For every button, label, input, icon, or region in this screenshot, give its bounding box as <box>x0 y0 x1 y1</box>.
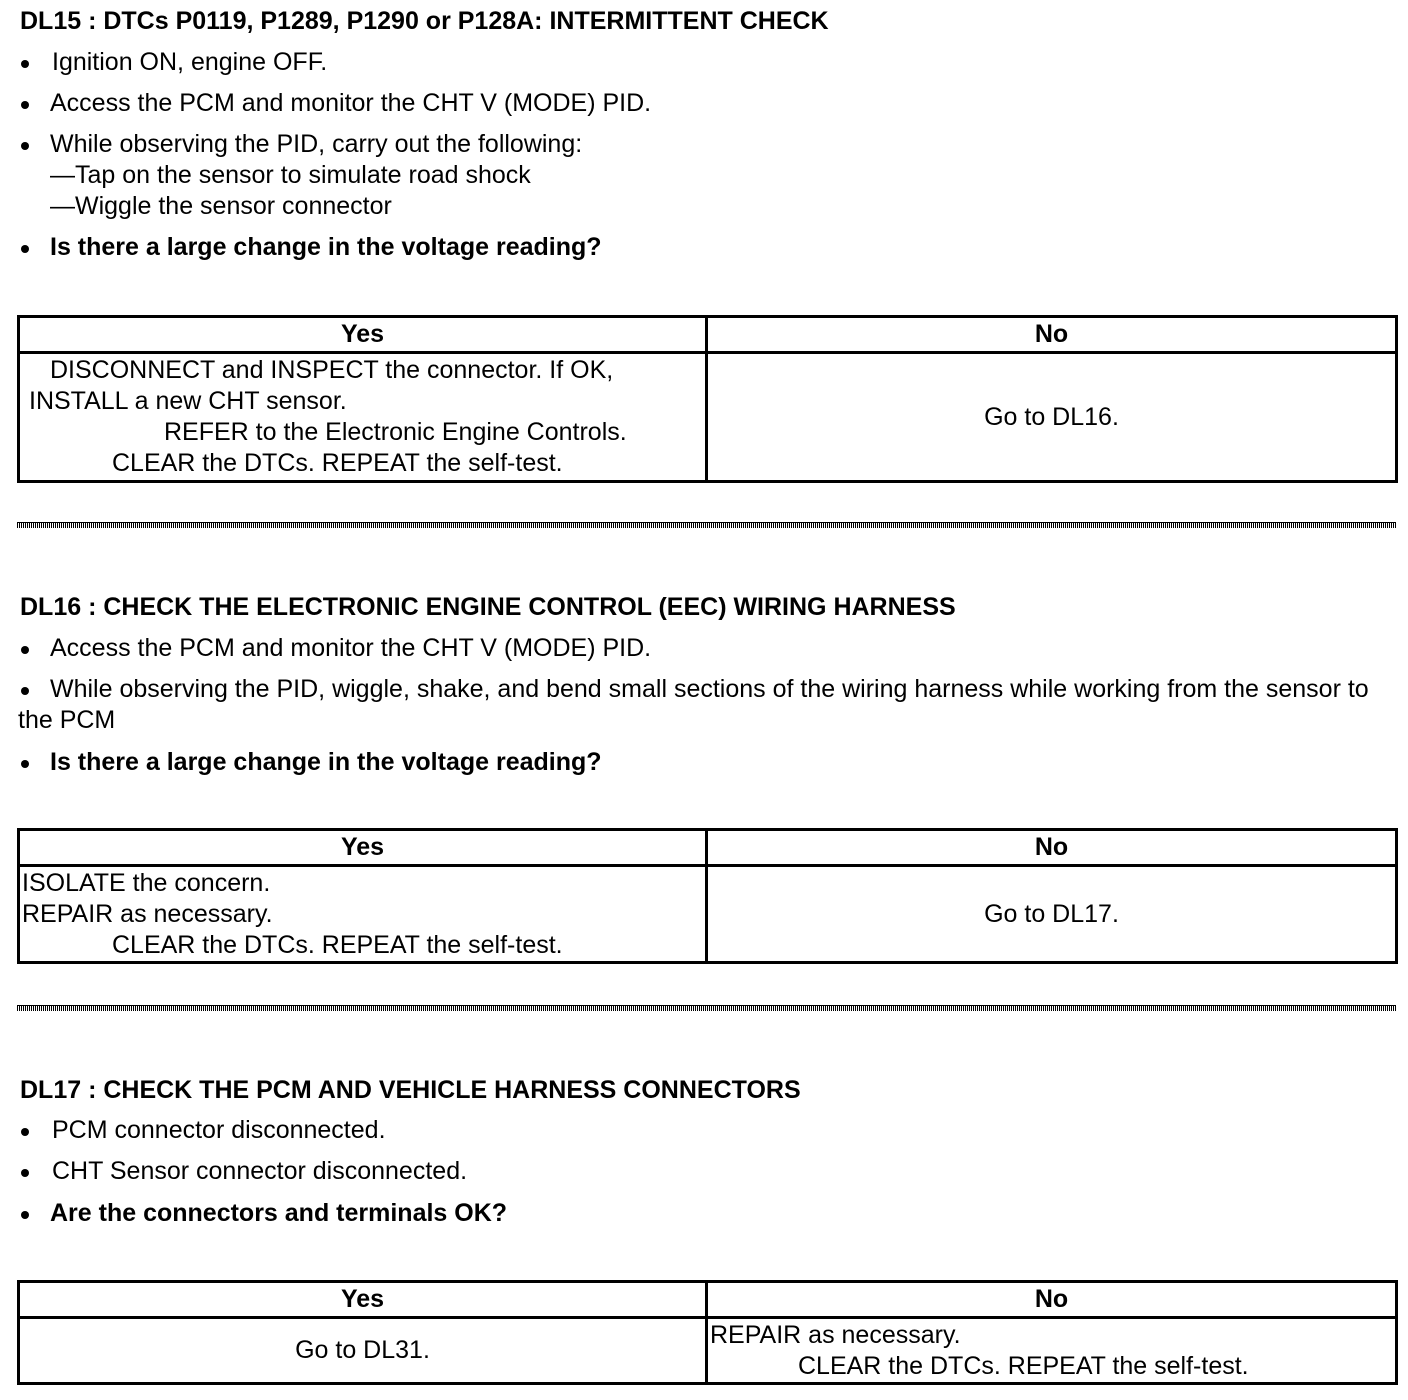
sub-item: —Tap on the sensor to simulate road shock <box>50 161 531 189</box>
no-header: No <box>707 830 1397 866</box>
dl15-result-table <box>17 315 1398 483</box>
list-item-text: Ignition ON, engine OFF. <box>52 48 328 76</box>
yes-header: Yes <box>19 317 707 353</box>
bullet-dot-icon <box>21 60 29 68</box>
cell-line: CLEAR the DTCs. REPEAT the self-test. <box>112 449 563 477</box>
yes-header: Yes <box>19 830 707 866</box>
no-cell: Go to DL16. <box>707 353 1397 482</box>
dl17-result-table <box>17 1280 1398 1385</box>
dl17-title: DL17 : CHECK THE PCM AND VEHICLE HARNESS CONNECTORS <box>20 1076 801 1104</box>
list-item-text: Access the PCM and monitor the CHT V (MODE) PID. <box>50 89 652 117</box>
no-cell <box>707 1318 1397 1384</box>
list-item-text: While observing the PID, wiggle, shake, and bend small sections of the wiring harness while working from the sensor to the PCM <box>18 675 1369 734</box>
dl15-title: DL15 : DTCs P0119, P1289, P1290 or P128A: INTERMITTENT CHECK <box>20 7 829 35</box>
no-cell: Go to DL17. <box>707 866 1397 963</box>
section-divider <box>17 1005 1396 1011</box>
cell-line: REFER to the Electronic Engine Controls. <box>164 418 627 446</box>
cell-line: REPAIR as necessary. <box>710 1320 961 1349</box>
bullet-dot-icon <box>21 687 29 695</box>
list-item-text: Access the PCM and monitor the CHT V (MODE) PID. <box>50 634 652 662</box>
cell-line: CLEAR the DTCs. REPEAT the self-test. <box>798 1351 1249 1380</box>
question-text: Is there a large change in the voltage reading? <box>50 748 602 776</box>
list-item-text: CHT Sensor connector disconnected. <box>52 1157 468 1185</box>
bullet-dot-icon <box>21 101 29 109</box>
bullet-dot-icon <box>21 245 29 253</box>
list-item-text: PCM connector disconnected. <box>52 1116 386 1144</box>
bullet-dot-icon <box>21 142 29 150</box>
dl16-title: DL16 : CHECK THE ELECTRONIC ENGINE CONTROL (EEC) WIRING HARNESS <box>20 593 956 621</box>
cell-line: CLEAR the DTCs. REPEAT the self-test. <box>112 930 563 959</box>
no-header: No <box>707 1282 1397 1318</box>
no-header: No <box>707 317 1397 353</box>
cell-line: DISCONNECT and INSPECT the connector. If OK, <box>50 356 614 384</box>
cell-line: ISOLATE the concern. <box>22 868 271 897</box>
yes-cell <box>19 866 707 963</box>
section-divider <box>17 522 1396 528</box>
yes-header: Yes <box>19 1282 707 1318</box>
bullet-dot-icon <box>21 1169 29 1177</box>
cell-line: INSTALL a new CHT sensor. <box>29 387 347 415</box>
bullet-dot-icon <box>21 760 29 768</box>
dl16-result-table <box>17 828 1398 964</box>
question-text: Are the connectors and terminals OK? <box>50 1199 508 1227</box>
yes-cell <box>19 353 707 482</box>
question-text: Is there a large change in the voltage reading? <box>50 233 602 261</box>
bullet-dot-icon <box>21 1211 29 1219</box>
bullet-dot-icon <box>21 1128 29 1136</box>
cell-line: REPAIR as necessary. <box>22 899 273 928</box>
sub-item: —Wiggle the sensor connector <box>50 192 392 220</box>
bullet-dot-icon <box>21 646 29 654</box>
list-item-text: While observing the PID, carry out the following: <box>50 130 583 158</box>
yes-cell: Go to DL31. <box>19 1318 707 1384</box>
list-item-wrapped <box>18 674 1398 736</box>
